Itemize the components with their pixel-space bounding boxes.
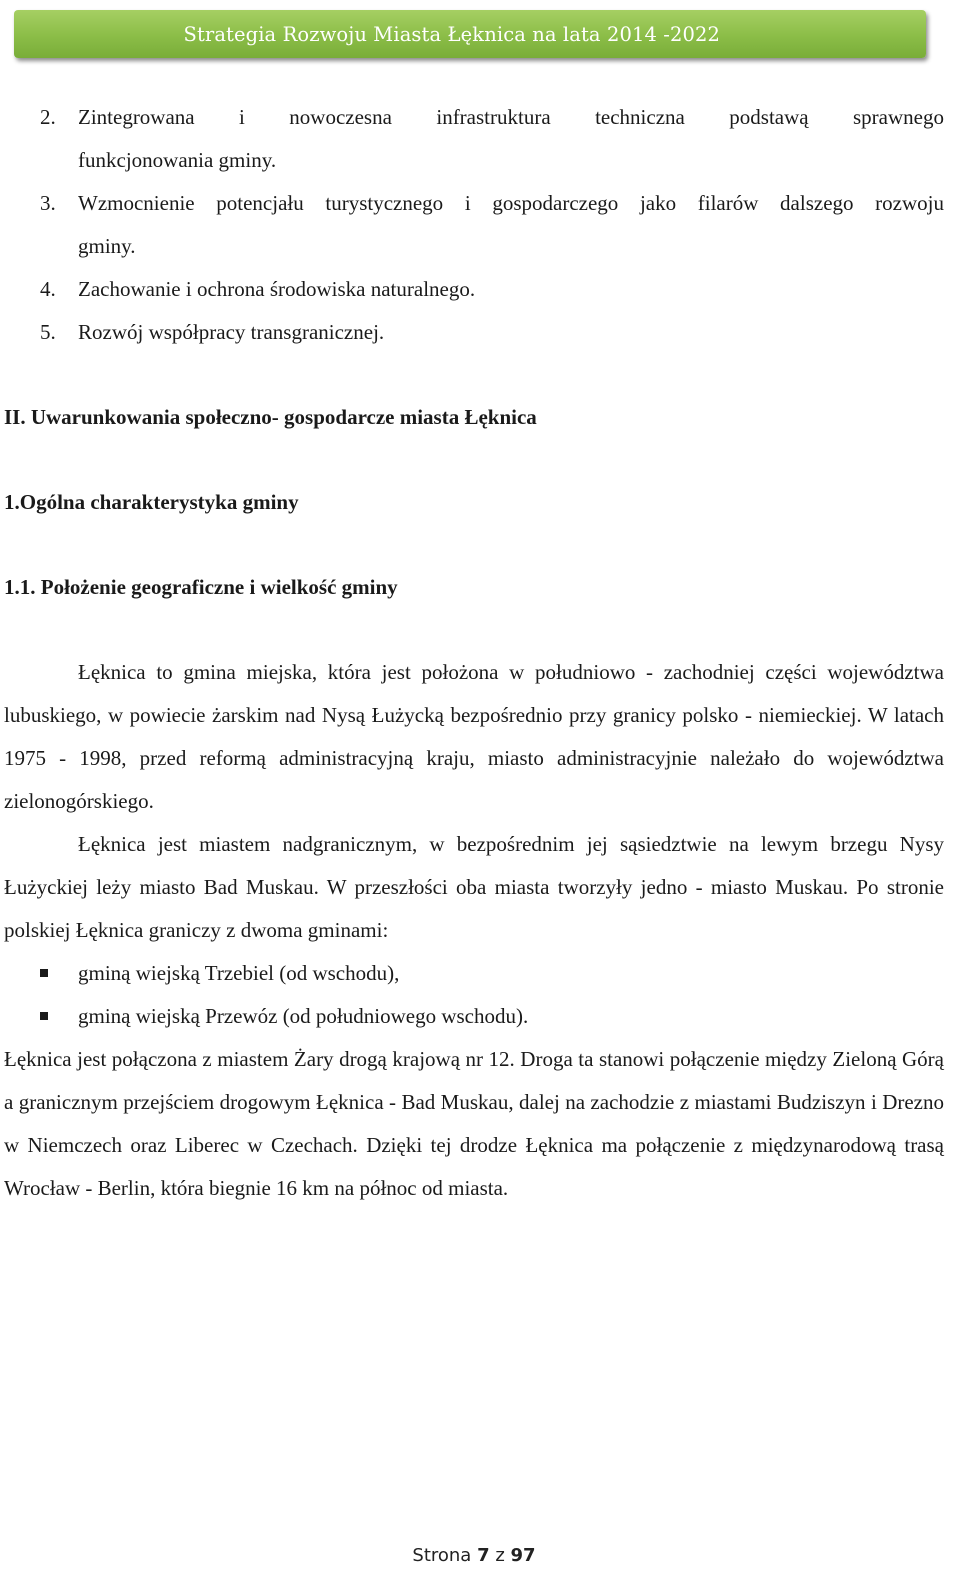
paragraph: Łęknica to gmina miejska, która jest położona w południowo - zachodniej części województwa lubuskiego, w powiecie żarskim nad Nysą Łużycką bezpośrednio przy granicy polsko - niemieckiej. W latach 1975 - 1998, przed reformą administracyjną kraju, miasto administracyjnie należało do województwa zielonogórskiego. <box>4 660 944 813</box>
bullet-square-icon <box>4 995 78 1038</box>
list-text <box>78 182 944 268</box>
paragraph: Łęknica jest połączona z miastem Żary drogą krajową nr 12. Droga ta stanowi połączenie między Zieloną Górą a granicznym przejściem drogowym Łęknica - Bad Muskau, dalej na zachodzie z miastami Budziszyn i Drezno w Niemczech oraz Liberec w Czechach. Dzięki tej drodze Łęknica ma połączenie z międzynarodową trasą Wrocław - Berlin, która biegnie 16 km na północ od miasta. <box>4 1047 944 1200</box>
list-text-line: Wzmocnienie potencjału turystycznego i gospodarczego jako filarów dalszego rozwoju <box>78 191 944 215</box>
bullet-square-icon <box>4 952 78 995</box>
list-item <box>4 182 944 268</box>
page-label: Strona <box>412 1545 472 1566</box>
bullet-text: gminą wiejską Przewóz (od południowego wschodu). <box>78 1004 529 1028</box>
subsubsection-heading: 1.1. Położenie geograficzne i wielkość gminy <box>4 575 398 599</box>
list-text: Zachowanie i ochrona środowiska naturalnego. <box>78 277 476 301</box>
list-text <box>78 96 944 182</box>
page-total: 97 <box>510 1545 536 1566</box>
subsection-heading: 1.Ogólna charakterystyka gminy <box>4 490 299 514</box>
document-title: Strategia Rozwoju Miasta Łęknica na lata 2014 -2022 <box>183 22 720 46</box>
list-number: 4. <box>40 277 56 301</box>
bullet-text: gminą wiejską Trzebiel (od wschodu), <box>78 961 400 985</box>
bullet-item <box>4 995 944 1038</box>
list-number: 2. <box>40 105 56 129</box>
header-banner <box>14 10 926 58</box>
page-footer <box>0 1545 948 1566</box>
list-text-line: gminy. <box>78 234 136 258</box>
list-text-line: funkcjonowania gminy. <box>78 148 277 172</box>
paragraph: Łęknica jest miastem nadgranicznym, w bezpośrednim jej sąsiedztwie na lewym brzegu Nysy Łużyckiej leży miasto Bad Muskau. W przeszłości oba miasta tworzyły jedno - miasto Muskau. Po stronie polskiej Łęknica graniczy z dwoma gminami: <box>4 832 944 942</box>
page-number: 7 <box>477 1545 490 1566</box>
list-number: 3. <box>40 191 56 215</box>
list-text: Rozwój współpracy transgranicznej. <box>78 320 385 344</box>
list-item <box>4 268 944 311</box>
list-item <box>4 311 944 354</box>
list-item <box>4 96 944 182</box>
page-separator: z <box>495 1545 505 1566</box>
document-body <box>4 96 944 1210</box>
section-heading: II. Uwarunkowania społeczno- gospodarcze miasta Łęknica <box>4 405 537 429</box>
list-number: 5. <box>40 320 56 344</box>
list-text-line: Zintegrowana i nowoczesna infrastruktura techniczna podstawą sprawnego <box>78 105 944 129</box>
bullet-item <box>4 952 944 995</box>
